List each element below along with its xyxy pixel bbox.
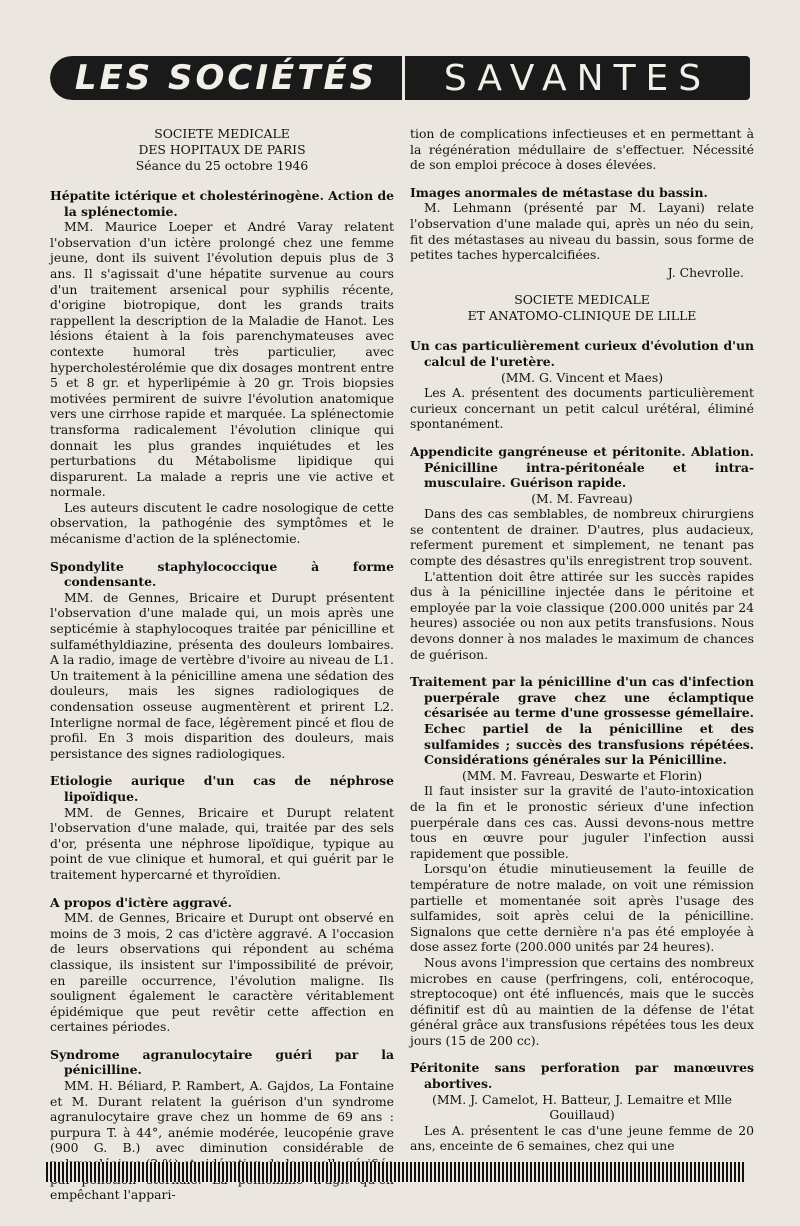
- article-paragraph: Les A. présentent le cas d'une jeune femme de 20 ans, enceinte de 6 semaines, chez qui une: [410, 1122, 754, 1154]
- continued-paragraph: tion de complications infectieuses et en permettant à la régénération médullaire de s'effectuer. Nécessité de son emploi précoce à doses élevées.: [410, 126, 754, 173]
- article-paragraph: Nous avons l'impression que certains des nombreux microbes en cause (perfringens, coli, entérocoque, streptocoque) ont été influencés, mais que le succès définitif est dû au maintien de la défense de l'état général grâce aux transfusions répétées tous les deux jours (15 de 200 cc).: [410, 954, 754, 1048]
- article-authors: (MM. G. Vincent et Maes): [500, 369, 664, 385]
- society-name-line: SOCIETE MEDICALE: [154, 126, 290, 141]
- session-date: Séance du 25 octobre 1946: [135, 158, 309, 173]
- society-name-line: ET ANATOMO-CLINIQUE DE LILLE: [467, 308, 697, 324]
- article-authors: (MM. M. Favreau, Deswarte et Florin): [461, 767, 703, 783]
- article-title: Etiologie aurique d'un cas de néphrose lipoïdique.: [50, 773, 394, 804]
- article-paragraph: M. Lehmann (présenté par M. Layani) relate l'observation d'une malade qui, après un néo du sein, fit des métastases au niveau du bassin, sous forme de petites taches hypercalcifiées.: [410, 200, 754, 263]
- society-name-line: SOCIETE MEDICALE: [514, 292, 650, 308]
- article-title: Syndrome agranulocytaire guéri par la pénicilline.: [50, 1046, 394, 1078]
- article-paragraph: MM. de Gennes, Bricaire et Durupt relatent l'observation d'une malade, qui, traitée par des sels d'or, présenta une néphrose lipoïdique, typique au point de vue clinique et humoral, et qui guérit par le traitement hypercarné et thyroïdien.: [50, 804, 394, 882]
- section-banner: [50, 56, 750, 100]
- decorative-bottom-bar: [46, 1162, 746, 1182]
- article-paragraph: MM. Maurice Loeper et André Varay relatent l'observation d'un ictère prolongé chez une femme jeune, dont ils suivent l'évolution depuis plus de 3 ans. Il s'agissait d'une hépatite survenue au cours d'un traitement arsenical pour syphilis récente, d'origine biotropique, dont les grands traits rappellent la description de la Maladie de Hanot. Les lésions étaient à la fois parenchymateuses avec contexte humoral très particulier, avec hypercholestérolémie que dix dosages montrent entre 5 et 8 gr. et hyperlipémie à 20 gr. Trois biopsies motivées permirent de suivre l'évolution anatomique vers une cirrhose rapide et marquée. La splénectomie transforma radicalement l'évolution clinique qui donnait les plus grandes inquiétudes et les perturbations du Métabolisme lipidique qui disparurent. La malade a repris une vie active et normale.: [50, 219, 394, 500]
- banner-left-title: LES SOCIÉTÉS: [50, 56, 402, 100]
- article-title: Spondylite staphylococcique à forme condensante.: [50, 558, 394, 590]
- article-title: Un cas particulièrement curieux d'évolution d'un calcul de l'uretère.: [410, 338, 754, 369]
- article-paragraph: Il faut insister sur la gravité de l'auto-intoxication de la fin et le pronostic sérieux d'une infection puerpérale dans ces cas. Aussi devons-nous mettre tous en œuvre pour juguler l'infection aussi rapidement que possible.: [410, 783, 754, 861]
- article-authors: (M. M. Favreau): [531, 490, 633, 506]
- left-column: [50, 126, 394, 1203]
- article-title: Hépatite ictérique et cholestérinogène. Action de la splénectomie.: [50, 188, 394, 219]
- article-title: Péritonite sans perforation par manœuvres abortives.: [410, 1060, 754, 1092]
- article-paragraph: Les auteurs discutent le cadre nosologique de cette observation, la pathogénie des symptômes et le mécanisme d'action de la splénectomie.: [50, 499, 394, 547]
- article-title: Traitement par la pénicilline d'un cas d'infection puerpérale grave chez une éclamptique césarisée au terme d'une grossesse gémellaire. Echec partiel de la pénicilline et des sulfamides ; succès des transfusions répétées. Considérations générales sur la Pénicilline.: [410, 674, 754, 768]
- article-paragraph: Lorsqu'on étudie minutieusement la feuille de température de notre malade, on voit une rémission partielle et momentanée soit après l'usage des sulfamides, soit après celui de la pénicilline. Signalons que cette dernière n'a pas été employée à dose assez forte (200.000 unités par 24 heures).: [410, 861, 754, 955]
- society-heading-lille: [410, 292, 754, 324]
- article-paragraph: MM. de Gennes, Bricaire et Durupt ont observé en moins de 3 mois, 2 cas d'ictère aggravé. A l'occasion de leurs observations qui répondent au schéma classique, ils insistent sur l'impossibilité de prévoir, en pareille occurrence, l'évolution maligne. Ils soulignent également le caractère véritablement épidémique que peut revêtir cette affection en certaines périodes.: [50, 910, 394, 1035]
- banner-right-title: SAVANTES: [402, 56, 750, 100]
- article-paragraph: Dans des cas semblables, de nombreux chirurgiens se contentent de drainer. D'autres, plus audacieux, referment purement et simplement, ne tenant pas compte des désastres qu'ils enregistrent trop souvent.: [410, 506, 754, 569]
- article-title: Images anormales de métastase du bassin.: [410, 184, 708, 200]
- right-column: [410, 126, 754, 1154]
- article-title: Appendicite gangréneuse et péritonite. Ablation. Pénicilline intra-péritonéale et intra-musculaire. Guérison rapide.: [410, 443, 754, 491]
- author-signature: J. Chevrolle.: [667, 264, 744, 280]
- article-paragraph: MM. H. Béliard, P. Rambert, A. Gajdos, La Fontaine et M. Durant relatent la guérison d'un syndrome agranulocytaire grave chez un homme de 69 ans : purpura T. à 44°, anémie modérée, leucopénie grave (900 G. B.) avec diminution considérable de empêchant l'appari-: [50, 1078, 394, 1203]
- article-paragraph: MM. de Gennes, Bricaire et Durupt présentent l'observation d'une malade qui, un mois après une septicémie à staphylocoques traitée par pénicilline et sulfaméthyldiazine, présenta des douleurs lombaires. A la radio, image de vertèbre d'ivoire au niveau de L1. Un traitement à la pénicilline amena une sédation des douleurs, mais les signes radiologiques de condensation osseuse augmentèrent et prirent L2. Interligne normal de face, légèrement pincé et flou de profil. En 3 mois disparition des douleurs, mais persistance des signes radiologiques.: [50, 589, 394, 761]
- article-paragraph: Les A. présentent des documents particulièrement curieux concernant un petit calcul urétéral, éliminé spontanément.: [410, 385, 754, 432]
- society-name-line: DES HOPITAUX DE PARIS: [138, 142, 306, 157]
- article-title: A propos d'ictère aggravé.: [50, 894, 232, 910]
- society-heading-paris: [50, 126, 394, 174]
- article-authors: (MM. J. Camelot, H. Batteur, J. Lemaitre et Mlle Gouillaud): [432, 1091, 732, 1123]
- article-paragraph: L'attention doit être attirée sur les succès rapides dus à la pénicilline injectée dans le péritoine et employée par la voie classique (200.000 unités par 24 heures) associée ou non aux petits transfusions. Nous devons donner à nos malades le maximum de chances de guérison.: [410, 568, 754, 662]
